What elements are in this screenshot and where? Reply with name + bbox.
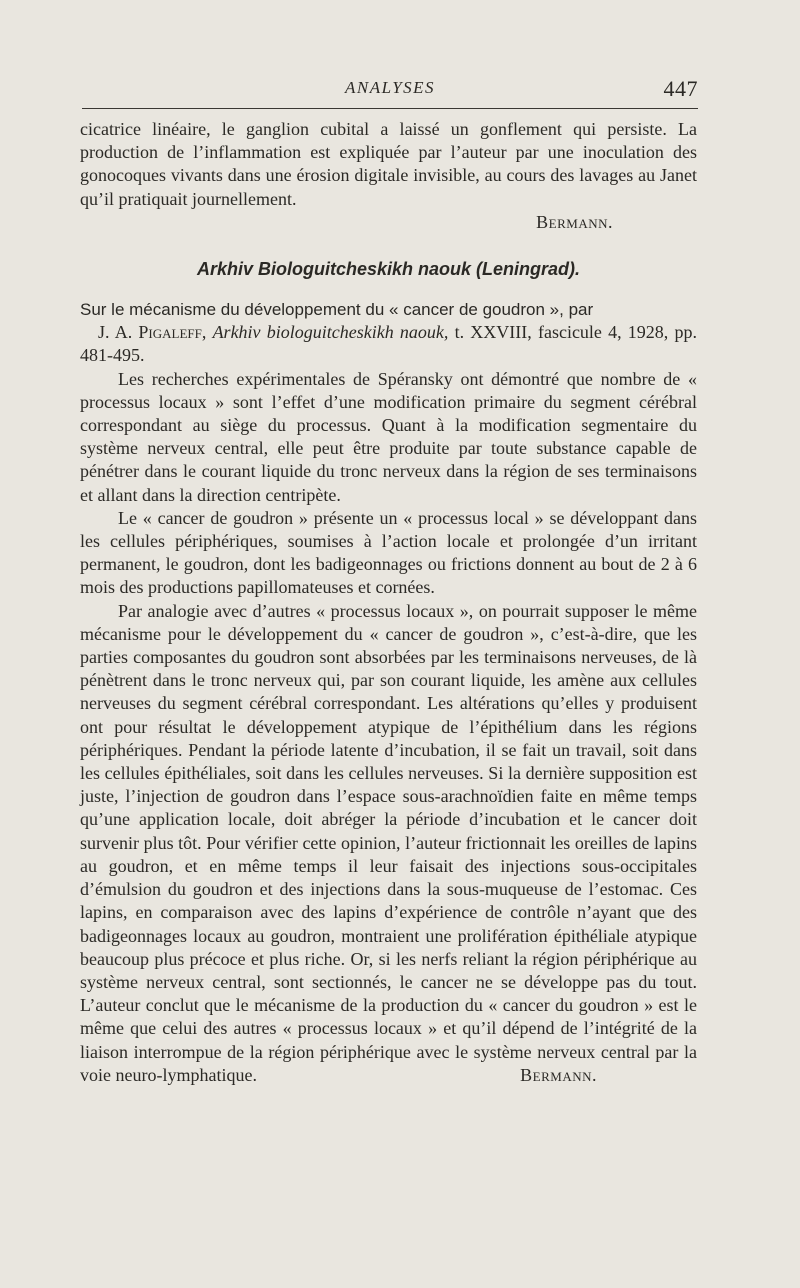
continued-paragraph: cicatrice linéaire, le ganglion cubital a laissé un gonflement qui persiste. La production de l’inflammation est expliquée par l’auteur par une inoculation des gonocoques vivants dans une érosion digitale invisible, au cours des lavages au Janet qu’il pratiquait journellement. <box>80 119 697 209</box>
article-author: J. A. Pigaleff, <box>98 322 207 343</box>
article-title <box>80 298 697 321</box>
reviewer-signature: Bermann. <box>536 211 613 232</box>
article-paragraph-text: Par analogie avec d’autres « processus locaux », on pourrait supposer le même mécanisme pour le développement du « cancer de goudron », c’est-à-dire, que les parties composantes du goudron sont absorbées par les terminaisons nerveuses, de là pénètrent dans le tronc nerveux qui, par son courant liquide, les amène aux cellules nerveuses du segment cérébral correspondant. Les altérations qu’elles y produisent ont pour résultat le développement atypique de l’épithélium dans les régions périphériques. Pendant la période latente d’incubation, il se fait un travail, soit dans les cellules épithéliales, soit dans les cellules nerveuses. Si la dernière supposition est juste, l’injection de goudron dans l’espace sous-arachnoïdien faite en même temps qu’une application locale, doit abréger la période d’incubation et le cancer doit survenir plus tôt. Pour vérifier cette opinion, l’auteur frictionnait les oreilles de lapins au goudron, et en même temps il leur faisait des injections sous-occipitales d’émulsion du goudron et des injections dans la sous-muqueuse de l’estomac. Ces lapins, en comparaison avec des lapins d’expérience de contrôle n’ayant que des badigeonnages locaux au goudron, montraient une prolifération épithéliale atypique beaucoup plus précoce et plus riche. Or, si les nerfs reliant la région périphérique au système nerveux central, sont sectionnés, le cancer ne se développe pas du tout. L’auteur conclut que le mécanisme de la production du « cancer du goudron » est le même que celui des autres « processus locaux » et qu’il dépend de l’intégrité de la liaison interrompue de la région périphérique avec le système nerveux central par la voie neuro-lymphatique. <box>80 600 697 1085</box>
journal-section-heading: Arkhiv Biologuitcheskikh naouk (Leningrad). <box>196 259 581 280</box>
article-paragraph: Le « cancer de goudron » présente un « processus local » se développant dans les cellules périphériques, soumises à l’action locale et prolongée d’un irritant permanent, le goudron, dont les badigeonnages ou frictions donnent au bout de 2 à 6 mois des productions papillomateuses et cornées. <box>80 507 697 598</box>
page-number: 447 <box>663 76 698 101</box>
article-citation <box>80 321 697 367</box>
article-paragraph: Les recherches expérimentales de Spéransky ont démontré que nombre de « processus locaux » sont l’effet d’une modification primaire du segment cérébral correspondant au siège du processus. Quant à la modification segmentaire du système nerveux central, elle peut être produite par toute substance capable de pénétrer dans le courant liquide du tronc nerveux dans la région de ses terminaisons et allant dans la direction centripète. <box>80 368 697 505</box>
page-body <box>80 118 697 1087</box>
article-paragraph <box>80 600 697 1087</box>
running-title: ANALYSES <box>344 78 436 97</box>
article-reviewer-signature: Bermann. <box>520 1064 597 1085</box>
article-title-text: Sur le mécanisme du développement du « cancer de goudron », par <box>80 300 594 320</box>
header-rule <box>82 108 698 109</box>
running-header <box>82 76 698 104</box>
article-reference: t. XXVIII, fascicule 4, 1928, pp. 481-495. <box>80 322 698 366</box>
article-journal: Arkhiv biologuitcheskikh naouk, <box>212 322 449 343</box>
